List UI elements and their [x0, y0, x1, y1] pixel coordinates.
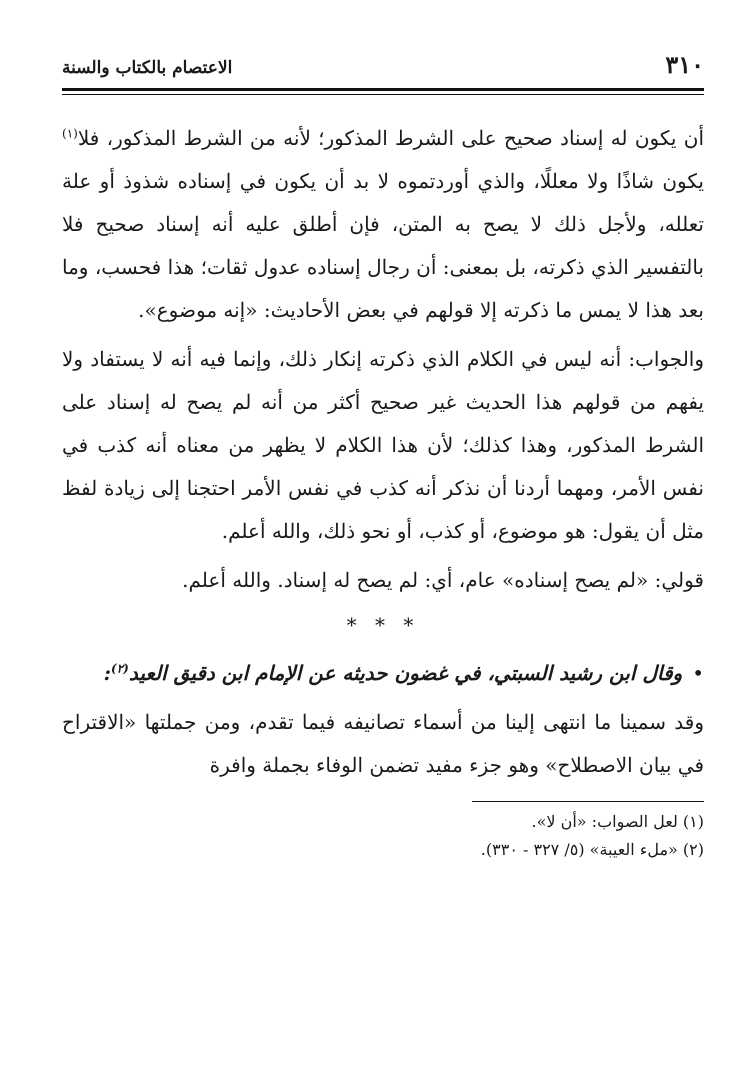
paragraph-2: والجواب: أنه ليس في الكلام الذي ذكرته إنكار ذلك، وإنما فيه أنه لا يستفاد ولا يفهم من قولهم هذا الحديث غير صحيح أكثر من أنه لم يصح له إسناد على الشرط المذكور، وهذا كذلك؛ لأن هذا الكلام لا يظهر من معناه أنه كذب في نفس الأمر، ومهما أردنا أن نذكر أنه كذب في نفس الأمر احتجنا إلى زيادة لفظ مثل أن يقول: هو موضوع، أو كذب، أو نحو ذلك، والله أعلم.: [62, 347, 704, 543]
footnote-ref-1: (١): [62, 126, 78, 141]
page-header: [62, 50, 704, 84]
paragraph-4: وقد سمينا ما انتهى إلينا من أسماء تصانيفه فيما تقدم، ومن جملتها «الاقتراح في بيان الاصطلاح» وهو جزء مفيد تضمن الوفاء بجملة وافرة: [62, 710, 704, 777]
section-heading-text: [104, 652, 683, 695]
paragraph-1: [62, 117, 704, 332]
footnote-ref-2: (٢): [111, 661, 129, 676]
page-number: ٣١٠: [665, 50, 704, 79]
paragraph-1-text-b: يكون شاذًا ولا معللًا، والذي أوردتموه لا بد أن يكون في إسناده شذوذ أو علة تعلله، ولأجل ذلك لا يصح به المتن، فإن أطلق عليه أنه إسناد صحيح فلا بالتفسير الذي ذكرته، بل بمعنى: أن رجال إسناده عدول ثقات؛ هذا فحسب، وما بعد هذا لا يمس ما ذكرته إلا قولهم في بعض الأحاديث: «إنه موضوع».: [62, 169, 704, 322]
book-page: [62, 50, 704, 864]
section-heading: [62, 652, 704, 695]
header-rule: [62, 88, 704, 95]
page-body: [62, 117, 704, 787]
bullet-icon: •: [692, 661, 704, 685]
footnotes: [62, 808, 704, 864]
paragraph-1-text-a: أن يكون له إسناد صحيح على الشرط المذكور؛ لأنه من الشرط المذكور، فلا: [77, 126, 704, 150]
section-heading-text-b: :: [103, 661, 112, 685]
paragraph-3: قولي: «لم يصح إسناده» عام، أي: لم يصح له إسناد. والله أعلم.: [182, 568, 704, 592]
section-heading-text-a: وقال ابن رشيد السبتي، في غضون حديثه عن الإمام ابن دقيق العيد: [128, 661, 683, 685]
section-separator: * * *: [346, 613, 420, 637]
running-title: الاعتصام بالكتاب والسنة: [62, 58, 233, 78]
footnote-rule: [472, 801, 704, 802]
footnote-2: (٢) «ملء العيبة» (٥/ ٣٢٧ - ٣٣٠).: [480, 840, 704, 859]
footnote-1: (١) لعل الصواب: «أن لا».: [531, 812, 704, 831]
